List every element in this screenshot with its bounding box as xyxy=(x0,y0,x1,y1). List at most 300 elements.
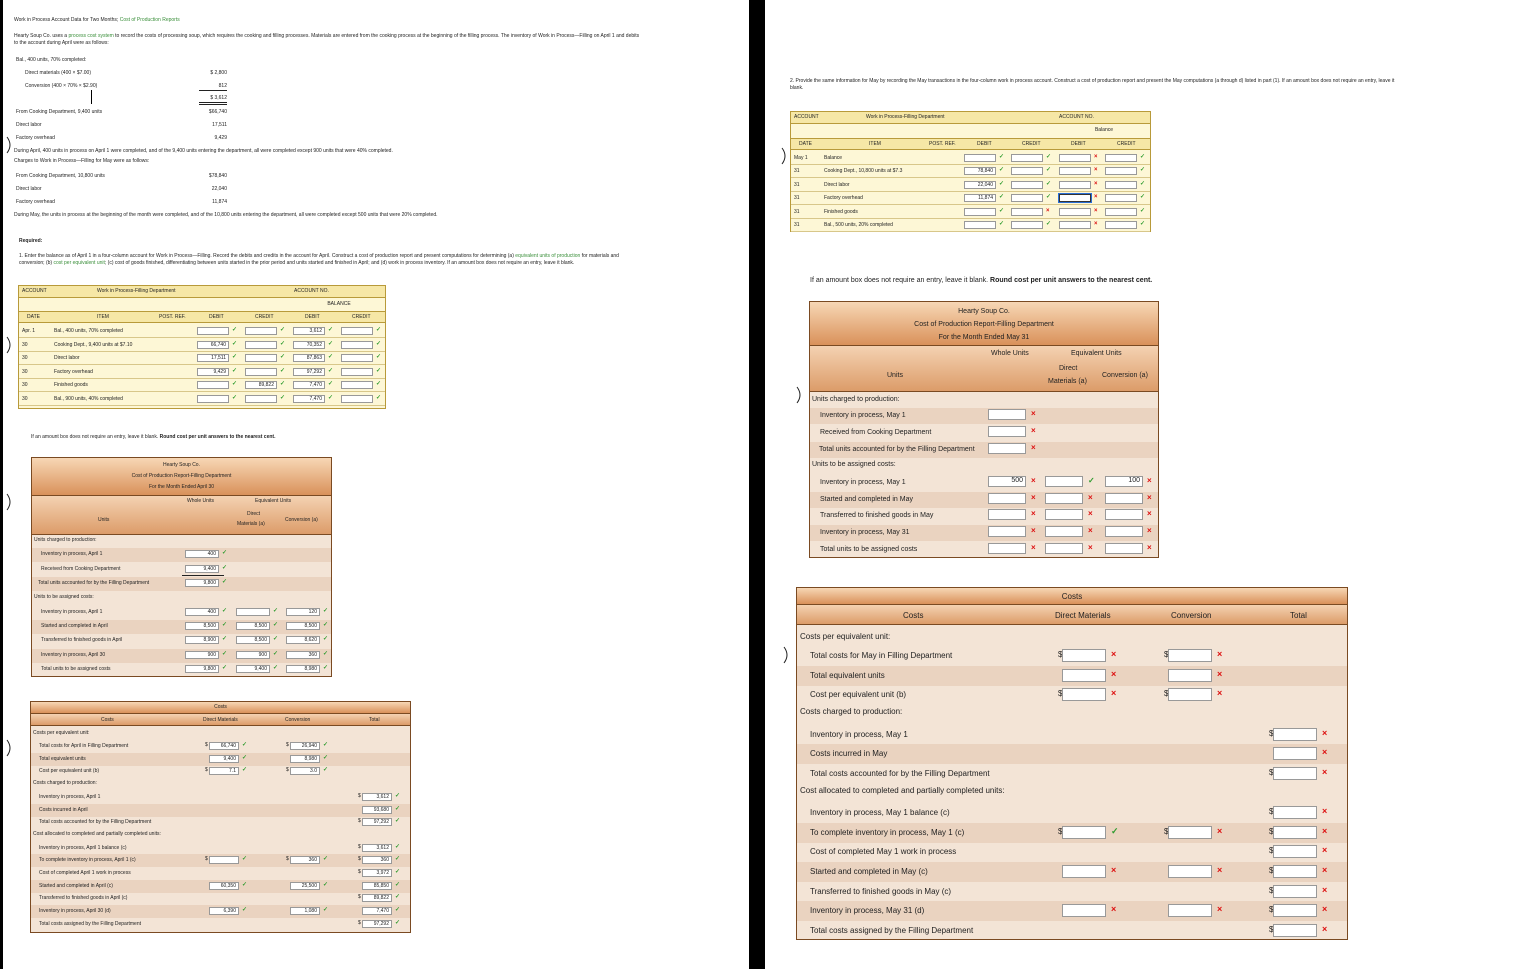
may-item-label: Direct labor xyxy=(16,186,42,192)
conv-header: Conversion (a) xyxy=(1102,372,1148,379)
balance-debit-input[interactable]: 7,470 xyxy=(293,381,325,389)
whole-units-input[interactable]: 9,400 xyxy=(185,565,219,573)
dm-cost-input[interactable] xyxy=(1062,904,1106,917)
section-label: Costs charged to production: xyxy=(33,780,97,787)
balance-debit-input[interactable]: 70,352 xyxy=(293,341,325,349)
equiv-units-link[interactable]: equivalent units of production xyxy=(515,253,581,259)
whole-units-input[interactable]: 500 xyxy=(988,476,1026,487)
row-date: 31 xyxy=(794,168,800,175)
debit-input[interactable]: 11,874 xyxy=(964,194,996,202)
whole-units-input[interactable]: 400 xyxy=(185,550,219,558)
dm-units-input[interactable]: 900 xyxy=(236,651,270,659)
whole-units-header: Whole Units xyxy=(187,498,214,504)
april-ledger xyxy=(18,285,386,409)
check-icon: ✓ xyxy=(395,907,401,914)
report-period: For the Month Ended April 30 xyxy=(148,484,215,490)
balance-credit-input[interactable] xyxy=(341,341,373,349)
note-text: If an amount box does not require an entry, leave it blank. xyxy=(810,277,989,284)
check-icon: ✓ xyxy=(323,665,329,672)
intro-text-b: to record the costs of processing soup, which requires the cooking and filling processes. Materials are entered from the cooking process at the beginning of the filling process. The inventory of Work in Process—Filling on April 1 and debits xyxy=(115,33,640,39)
total-cost-input[interactable]: 93,680 xyxy=(362,806,392,814)
ledger-row xyxy=(19,325,385,338)
cross-icon: × xyxy=(1094,154,1098,160)
balance-debit-input[interactable] xyxy=(1059,181,1091,189)
apr-item-value: 9,429 xyxy=(214,135,227,141)
conv-cost-input[interactable] xyxy=(1168,826,1212,839)
credit-input[interactable] xyxy=(245,395,277,403)
check-icon: ✓ xyxy=(323,767,329,774)
check-icon: ✓ xyxy=(280,327,286,333)
ledger-row xyxy=(19,393,385,406)
dollar-sign: $ xyxy=(1269,807,1274,817)
balance-debit-input[interactable] xyxy=(1059,154,1091,162)
dm-units-input[interactable] xyxy=(1045,526,1083,537)
check-icon: ✓ xyxy=(395,856,401,863)
row-label: Total units to be assigned costs xyxy=(820,545,918,553)
process-cost-link[interactable]: process cost system xyxy=(68,33,114,39)
req2-text-b: blank. xyxy=(790,85,804,91)
debit-input[interactable]: 66,740 xyxy=(197,341,229,349)
row-date: 31 xyxy=(794,222,800,228)
apr-item-value: $66,740 xyxy=(208,109,227,115)
debit-input[interactable]: 17,511 xyxy=(197,354,229,362)
col-date: DATE xyxy=(27,314,40,320)
conv-cost-input[interactable]: 26,940 xyxy=(290,742,320,750)
balance-debit-input[interactable] xyxy=(1059,221,1091,229)
cpr-header xyxy=(810,302,1158,346)
dollar-sign: $ xyxy=(358,856,361,863)
total-cost-input[interactable] xyxy=(1273,806,1317,819)
may-costs-table xyxy=(796,587,1348,940)
row-label: Total costs assigned by the Filling Department xyxy=(810,925,974,935)
balance-credit-input[interactable] xyxy=(341,327,373,335)
april-costs-table xyxy=(30,701,411,933)
row-label: Cost per equivalent unit (b) xyxy=(39,768,100,775)
row-date: 30 xyxy=(22,382,28,389)
debit-input[interactable] xyxy=(964,221,996,229)
may-ledger xyxy=(790,111,1151,232)
conv-units-input[interactable]: 8,500 xyxy=(286,622,320,630)
check-icon: ✓ xyxy=(395,881,401,888)
check-icon: ✓ xyxy=(323,754,329,761)
total-cost-input[interactable]: 360 xyxy=(362,856,392,864)
cost-per-unit-link[interactable]: cost per equivalent unit xyxy=(53,260,105,266)
cross-icon: × xyxy=(1111,865,1117,875)
may-item-value: 22,040 xyxy=(211,186,227,192)
dollar-sign: $ xyxy=(1164,650,1169,659)
conv-units-input[interactable]: 8,980 xyxy=(286,665,320,673)
dm-cost-input[interactable] xyxy=(209,856,239,864)
dollar-sign: $ xyxy=(1269,866,1274,875)
row-date: 31 xyxy=(794,181,800,188)
col-date: DATE xyxy=(799,141,812,147)
collapse-chevron-icon[interactable] xyxy=(5,738,15,758)
cross-icon: × xyxy=(1322,767,1328,777)
conv-cost-input[interactable] xyxy=(1168,649,1212,662)
check-icon: ✓ xyxy=(242,907,248,914)
dollar-sign: $ xyxy=(1269,768,1274,777)
credit-input[interactable] xyxy=(1011,208,1043,216)
debit-input[interactable] xyxy=(964,208,996,216)
conv-value: 812 xyxy=(199,83,227,91)
credit-input[interactable] xyxy=(245,368,277,376)
dm-units-input[interactable] xyxy=(1045,476,1083,487)
total-col: Total xyxy=(369,717,380,723)
cost-row xyxy=(31,753,410,766)
check-icon: ✓ xyxy=(328,340,334,347)
whole-units-input[interactable] xyxy=(988,409,1026,420)
check-icon: ✓ xyxy=(242,856,248,863)
check-icon: ✓ xyxy=(323,636,329,643)
check-icon: ✓ xyxy=(395,869,401,875)
cross-icon: × xyxy=(1111,688,1117,699)
row-label: Inventory in process, April 1 xyxy=(41,551,103,557)
conv-units-input[interactable]: 360 xyxy=(286,651,320,659)
check-icon: ✓ xyxy=(273,636,279,643)
check-icon: ✓ xyxy=(1140,167,1146,174)
check-icon: ✓ xyxy=(1046,194,1052,201)
conv-cost-input[interactable]: 360 xyxy=(290,856,320,864)
debit-input[interactable]: 22,040 xyxy=(964,181,996,189)
cost-row xyxy=(797,646,1347,666)
whole-units-input[interactable]: 9,800 xyxy=(185,665,219,673)
whole-units-input[interactable] xyxy=(988,543,1026,554)
conv-units-input[interactable] xyxy=(1105,509,1143,520)
cross-icon: × xyxy=(1031,492,1036,502)
conv-col: Conversion xyxy=(285,717,311,723)
whole-units-input[interactable]: 9,800 xyxy=(185,579,219,587)
row-label: Inventory in process, May 1 xyxy=(820,479,906,486)
total-cost-input[interactable] xyxy=(1273,767,1317,780)
section-label: Units charged to production: xyxy=(34,537,97,543)
dm-col: Direct Materials xyxy=(203,717,238,723)
balance-debit-input[interactable] xyxy=(1059,208,1091,216)
dm-cost-input[interactable] xyxy=(1062,826,1106,839)
dm-cost-input[interactable]: 60,350 xyxy=(209,882,239,890)
check-icon: ✓ xyxy=(323,742,329,748)
check-icon: ✓ xyxy=(376,354,382,361)
debit-input[interactable] xyxy=(964,154,996,162)
dm-cost-input[interactable] xyxy=(1062,669,1106,682)
check-icon: ✓ xyxy=(323,621,329,628)
row-item: Finished goods xyxy=(54,382,88,389)
row-label: Started and completed in April xyxy=(41,622,108,629)
may-note: During May, the units in process at the beginning of the month were completed, and of the 10,800 units entering the department, all were completed except 500 units that were 20% completed. xyxy=(14,212,438,218)
conv-cost-input[interactable]: 8,980 xyxy=(290,755,320,763)
total-cost-input[interactable] xyxy=(1273,826,1317,839)
right-pane xyxy=(765,0,1514,969)
cross-icon: × xyxy=(1322,904,1328,915)
check-icon: ✓ xyxy=(280,367,286,374)
collapse-chevron-icon[interactable] xyxy=(5,492,15,512)
balance-credit-input[interactable] xyxy=(1105,181,1137,189)
cost-row xyxy=(31,854,410,867)
dm-units-input[interactable] xyxy=(236,608,270,616)
check-icon: ✓ xyxy=(232,367,238,374)
conv-cost-input[interactable]: 25,500 xyxy=(290,882,320,890)
section-label: Cost allocated to completed and partially completed units: xyxy=(33,830,161,837)
credit-input[interactable] xyxy=(1011,154,1043,162)
collapse-chevron-icon[interactable] xyxy=(5,335,15,355)
row-label: Total units to be assigned costs xyxy=(41,666,111,673)
row-date: 30 xyxy=(22,341,28,348)
debit-input[interactable] xyxy=(197,327,229,335)
conv-units-input[interactable]: 100 xyxy=(1105,476,1143,487)
balance-credit-input[interactable] xyxy=(1105,167,1137,175)
dollar-sign: $ xyxy=(1164,826,1169,836)
row-label: Received from Cooking Department xyxy=(820,429,932,436)
cpr-row xyxy=(32,649,331,663)
cost-row xyxy=(31,791,410,804)
check-icon: ✓ xyxy=(222,579,228,585)
dollar-sign: $ xyxy=(205,856,208,863)
conv-cost-input[interactable]: 1,080 xyxy=(290,907,320,915)
balance-debit-input[interactable] xyxy=(1059,167,1091,175)
total-cost-input[interactable] xyxy=(1273,924,1317,937)
dm-units-input[interactable] xyxy=(1045,543,1083,554)
cpr-col-headers xyxy=(32,496,331,535)
whole-units-input[interactable] xyxy=(988,443,1026,454)
balance-credit-input[interactable] xyxy=(341,354,373,362)
debit-input[interactable] xyxy=(197,395,229,403)
total-cost-input[interactable] xyxy=(1273,845,1317,858)
cost-row xyxy=(797,803,1347,823)
total-cost-input[interactable]: 3,972 xyxy=(362,869,392,877)
cross-icon: × xyxy=(1322,806,1328,817)
account-name: Work in Process-Filling Department xyxy=(97,288,176,294)
credit-input[interactable] xyxy=(1011,194,1043,202)
total-cost-input[interactable] xyxy=(1273,728,1317,741)
balance-credit-input[interactable] xyxy=(1105,208,1137,216)
apr-item-label: From Cooking Department, 9,400 units xyxy=(16,109,103,115)
conv-cost-input[interactable] xyxy=(1168,865,1212,878)
balance-credit-input[interactable] xyxy=(341,368,373,376)
check-icon: ✓ xyxy=(242,742,248,748)
ledger-row xyxy=(791,179,1150,192)
balance-credit-input[interactable] xyxy=(341,381,373,389)
cross-icon: × xyxy=(1094,180,1098,187)
whole-units-input[interactable] xyxy=(988,426,1026,437)
total-cost-input[interactable]: 3,612 xyxy=(362,793,392,801)
whole-units-input[interactable] xyxy=(988,509,1026,520)
dm-cost-input[interactable]: 9,400 xyxy=(209,755,239,763)
total-cost-input[interactable] xyxy=(1273,747,1317,760)
balance-credit-input[interactable] xyxy=(1105,221,1137,229)
dm-cost-input[interactable] xyxy=(1062,688,1106,701)
cost-row xyxy=(797,901,1347,921)
total-cost-input[interactable] xyxy=(1273,904,1317,917)
column-headers xyxy=(19,311,385,323)
cpr-row xyxy=(32,577,331,591)
dm-header: Direct xyxy=(247,511,261,517)
left-pane xyxy=(3,0,749,969)
may-item-label: From Cooking Department, 10,800 units xyxy=(16,173,105,179)
check-icon: ✓ xyxy=(232,327,238,333)
check-icon: ✓ xyxy=(323,881,329,888)
cross-icon: × xyxy=(1094,167,1098,174)
check-icon: ✓ xyxy=(1140,180,1146,187)
underline xyxy=(182,575,224,576)
cross-icon: × xyxy=(1147,542,1152,552)
cross-icon: × xyxy=(1094,194,1098,201)
balance-debit-input[interactable]: 97,292 xyxy=(293,368,325,376)
credit-input[interactable]: 89,822 xyxy=(245,381,277,389)
debit-input[interactable]: 78,840 xyxy=(964,167,996,175)
conv-units-input[interactable] xyxy=(1105,493,1143,504)
check-icon: ✓ xyxy=(395,843,401,850)
dm-cost-input[interactable] xyxy=(1062,649,1106,662)
cost-row xyxy=(31,804,410,817)
dm-units-input[interactable] xyxy=(1045,493,1083,504)
balance-debit-input[interactable]: 7,470 xyxy=(293,395,325,403)
cross-icon: × xyxy=(1031,526,1036,536)
section-label: Costs charged to production: xyxy=(800,707,903,717)
row-label: Total units accounted for by the Filling Department xyxy=(38,580,150,586)
debit-input[interactable]: 9,429 xyxy=(197,368,229,376)
total-cost-input[interactable]: 89,822 xyxy=(362,894,392,902)
intro-text-a: Hearty Soup Co. uses a xyxy=(14,33,68,39)
balance-debit-input[interactable]: 3,612 xyxy=(293,327,325,335)
apr-item-label: Factory overhead xyxy=(16,135,55,141)
total-cost-input[interactable] xyxy=(1273,865,1317,878)
dollar-sign: $ xyxy=(358,919,361,926)
conv-units-input[interactable] xyxy=(1105,543,1143,554)
cost-row xyxy=(31,816,410,829)
cpr-row xyxy=(810,408,1158,424)
row-date: 30 xyxy=(22,355,28,362)
cross-icon: × xyxy=(1217,825,1223,836)
whole-units-input[interactable] xyxy=(988,493,1026,504)
whole-units-input[interactable]: 400 xyxy=(185,608,219,616)
check-icon: ✓ xyxy=(323,907,329,914)
cost-row xyxy=(797,764,1347,784)
conv-cost-input[interactable] xyxy=(1168,669,1212,682)
collapse-chevron-icon[interactable] xyxy=(795,385,805,405)
balance-credit-input[interactable] xyxy=(1105,154,1137,162)
cross-icon: × xyxy=(1094,207,1098,214)
check-icon: ✓ xyxy=(323,607,329,614)
conv-cost-input[interactable] xyxy=(1168,904,1212,917)
balance-credit-input[interactable] xyxy=(1105,194,1137,202)
dm-units-input[interactable]: 8,500 xyxy=(236,622,270,630)
balance-header: BALANCE xyxy=(327,301,351,307)
collapse-chevron-icon[interactable] xyxy=(782,645,792,665)
req1-text-c: conversion; (b) xyxy=(19,260,53,266)
dm-units-input[interactable]: 8,500 xyxy=(236,636,270,644)
balance-debit-input[interactable]: 87,863 xyxy=(293,354,325,362)
dollar-sign: $ xyxy=(1269,885,1274,895)
collapse-chevron-icon[interactable] xyxy=(5,135,15,155)
total-cost-input[interactable]: 97,292 xyxy=(362,818,392,826)
cross-icon: × xyxy=(1217,668,1223,679)
debit-input[interactable] xyxy=(197,381,229,389)
dm-units-input[interactable]: 9,400 xyxy=(236,665,270,673)
dm-cost-input[interactable]: 66,740 xyxy=(209,742,239,750)
balance-debit-input[interactable] xyxy=(1059,194,1091,202)
row-label: Inventory in process, April 1 xyxy=(39,793,101,800)
col-post-ref: POST. REF. xyxy=(159,314,186,320)
cost-row xyxy=(31,765,410,778)
row-label: Transferred to finished goods in April xyxy=(41,637,123,644)
collapse-chevron-icon[interactable] xyxy=(780,146,790,166)
cross-icon: × xyxy=(1217,649,1223,659)
cost-row xyxy=(797,823,1347,843)
whole-units-input[interactable]: 8,500 xyxy=(185,622,219,630)
dm-units-input[interactable] xyxy=(1045,509,1083,520)
credit-input[interactable] xyxy=(245,354,277,362)
conv-units-input[interactable] xyxy=(1105,526,1143,537)
dm-value: $ 2,800 xyxy=(210,70,227,76)
whole-units-input[interactable] xyxy=(988,526,1026,537)
conv-units-input[interactable]: 120 xyxy=(286,608,320,616)
balance-credit-input[interactable] xyxy=(341,395,373,403)
conv-header: Conversion (a) xyxy=(285,517,318,523)
row-date: May 1 xyxy=(794,155,808,161)
units-header: Units xyxy=(887,372,903,379)
dm-cost-input[interactable] xyxy=(1062,865,1106,878)
dm-cost-input[interactable]: 7.1 xyxy=(209,767,239,775)
total-cost-input[interactable]: 85,850 xyxy=(362,882,392,890)
cpr-row xyxy=(810,542,1158,558)
total-cost-input[interactable] xyxy=(1273,885,1317,898)
check-icon: ✓ xyxy=(1088,476,1095,485)
cost-row xyxy=(31,880,410,893)
check-icon: ✓ xyxy=(328,381,334,388)
row-item: Finished goods xyxy=(824,208,858,215)
credit-input[interactable] xyxy=(1011,181,1043,189)
total-cost-input[interactable]: 97,292 xyxy=(362,920,392,928)
account-label: ACCOUNT xyxy=(794,114,819,120)
row-label: Inventory in process, May 31 (d) xyxy=(810,906,925,916)
title-link[interactable]: Cost of Production Reports xyxy=(119,17,180,23)
cost-row xyxy=(31,740,410,753)
credit-input[interactable] xyxy=(245,341,277,349)
total-cost-input[interactable]: 7,470 xyxy=(362,907,392,915)
whole-units-input[interactable]: 8,900 xyxy=(185,636,219,644)
check-icon: ✓ xyxy=(1046,221,1052,227)
company-name: Hearty Soup Co. xyxy=(958,308,1010,315)
dm-header: Direct xyxy=(1059,365,1078,372)
row-label: Costs incurred in April xyxy=(39,806,88,813)
credit-input[interactable] xyxy=(1011,221,1043,229)
check-icon: ✓ xyxy=(273,621,279,628)
dollar-sign: $ xyxy=(1058,826,1063,836)
total-col: Total xyxy=(1290,611,1307,620)
conv-cost-input[interactable]: 3.0 xyxy=(290,767,320,775)
row-label: Inventory in process, April 1 balance (c) xyxy=(39,844,127,851)
bal-total: $ 3,612 xyxy=(199,95,227,105)
credit-input[interactable] xyxy=(1011,167,1043,175)
intro-text-c: to the account during April were as follows: xyxy=(14,40,109,46)
row-date: 31 xyxy=(794,195,800,202)
dm-cost-input[interactable]: 6,390 xyxy=(209,907,239,915)
whole-units-input[interactable]: 900 xyxy=(185,651,219,659)
ledger-row xyxy=(791,152,1150,165)
cross-icon: × xyxy=(1322,825,1328,836)
conv-cost-input[interactable] xyxy=(1168,688,1212,701)
row-label: Total equivalent units xyxy=(810,670,885,680)
check-icon: ✓ xyxy=(395,818,401,825)
total-cost-input[interactable]: 3,612 xyxy=(362,844,392,852)
row-label: Cost of completed April 1 work in process xyxy=(39,870,131,876)
report-title: Cost of Production Report-Filling Department xyxy=(914,321,1054,328)
credit-input[interactable] xyxy=(245,327,277,335)
may-item-value: $78,840 xyxy=(208,173,227,179)
conv-units-input[interactable]: 8,620 xyxy=(286,636,320,644)
cpr-col-headers xyxy=(810,346,1158,392)
dollar-sign: $ xyxy=(358,843,361,850)
row-label: Started and completed in May (c) xyxy=(810,867,928,876)
